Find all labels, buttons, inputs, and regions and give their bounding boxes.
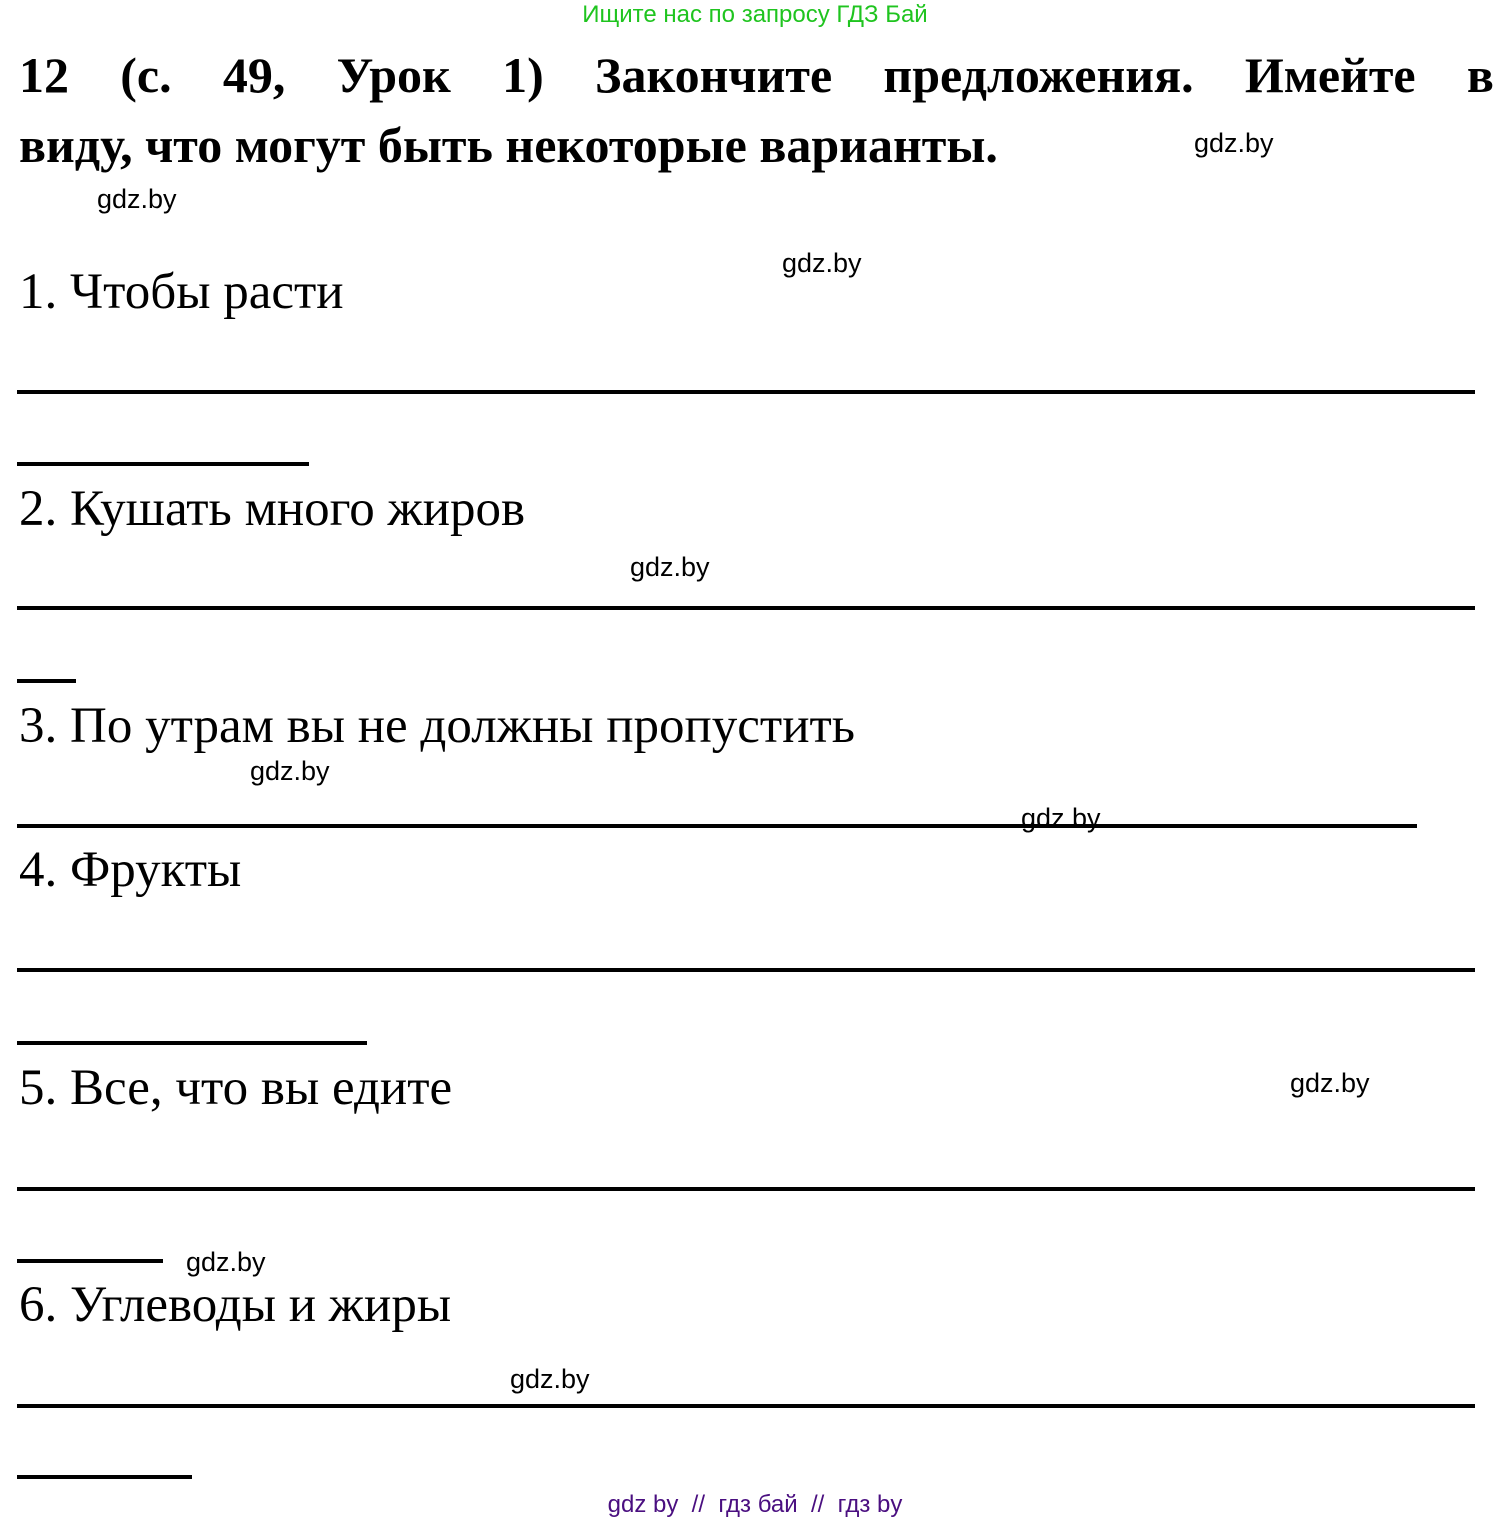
heading-word: 12 <box>19 47 69 103</box>
answer-line <box>17 462 309 466</box>
task-heading-line-2: виду, что могут быть некоторые варианты. <box>19 117 998 173</box>
sentence-2: 2. Кушать много жиров <box>19 481 526 537</box>
heading-word: 1) <box>502 47 544 103</box>
sentence-5: 5. Все, что вы едите <box>19 1060 453 1116</box>
heading-word: предложения. <box>883 47 1194 103</box>
watermark: gdz.by <box>1290 1068 1370 1098</box>
watermark: gdz.by <box>630 552 710 582</box>
sentence-1: 1. Чтобы расти <box>19 264 344 320</box>
heading-word: Имейте <box>1244 47 1416 103</box>
heading-word: Урок <box>336 47 451 103</box>
sentence-4: 4. Фрукты <box>19 842 242 898</box>
answer-line <box>17 1475 192 1479</box>
answer-line <box>17 1259 163 1263</box>
sentence-6: 6. Углеводы и жиры <box>19 1277 452 1333</box>
watermark: gdz.by <box>250 756 330 786</box>
answer-line <box>17 968 1475 972</box>
task-heading <box>19 40 1494 180</box>
heading-word: в <box>1466 47 1494 103</box>
answer-line <box>17 1404 1475 1408</box>
answer-line <box>17 390 1475 394</box>
heading-word: Закончите <box>595 47 833 103</box>
top-banner: Ищите нас по запросу ГДЗ Бай <box>582 1 928 28</box>
heading-word: (с. <box>120 47 172 103</box>
footer-watermark: gdz by // гдз бай // гдз by <box>607 1491 903 1518</box>
answer-line <box>17 824 1417 828</box>
sentence-3: 3. По утрам вы не должны пропустить <box>19 698 856 754</box>
watermark: gdz.by <box>97 184 177 214</box>
task-heading-line-1 <box>19 40 1494 110</box>
watermark: gdz.by <box>1194 128 1274 158</box>
answer-line <box>17 1041 367 1045</box>
answer-line <box>17 679 76 683</box>
watermark: gdz.by <box>510 1364 590 1394</box>
watermark: gdz.by <box>1021 803 1101 833</box>
watermark: gdz.by <box>782 248 862 278</box>
answer-line <box>17 1187 1475 1191</box>
heading-word: 49, <box>222 47 286 103</box>
watermark: gdz.by <box>186 1247 266 1277</box>
answer-line <box>17 606 1475 610</box>
